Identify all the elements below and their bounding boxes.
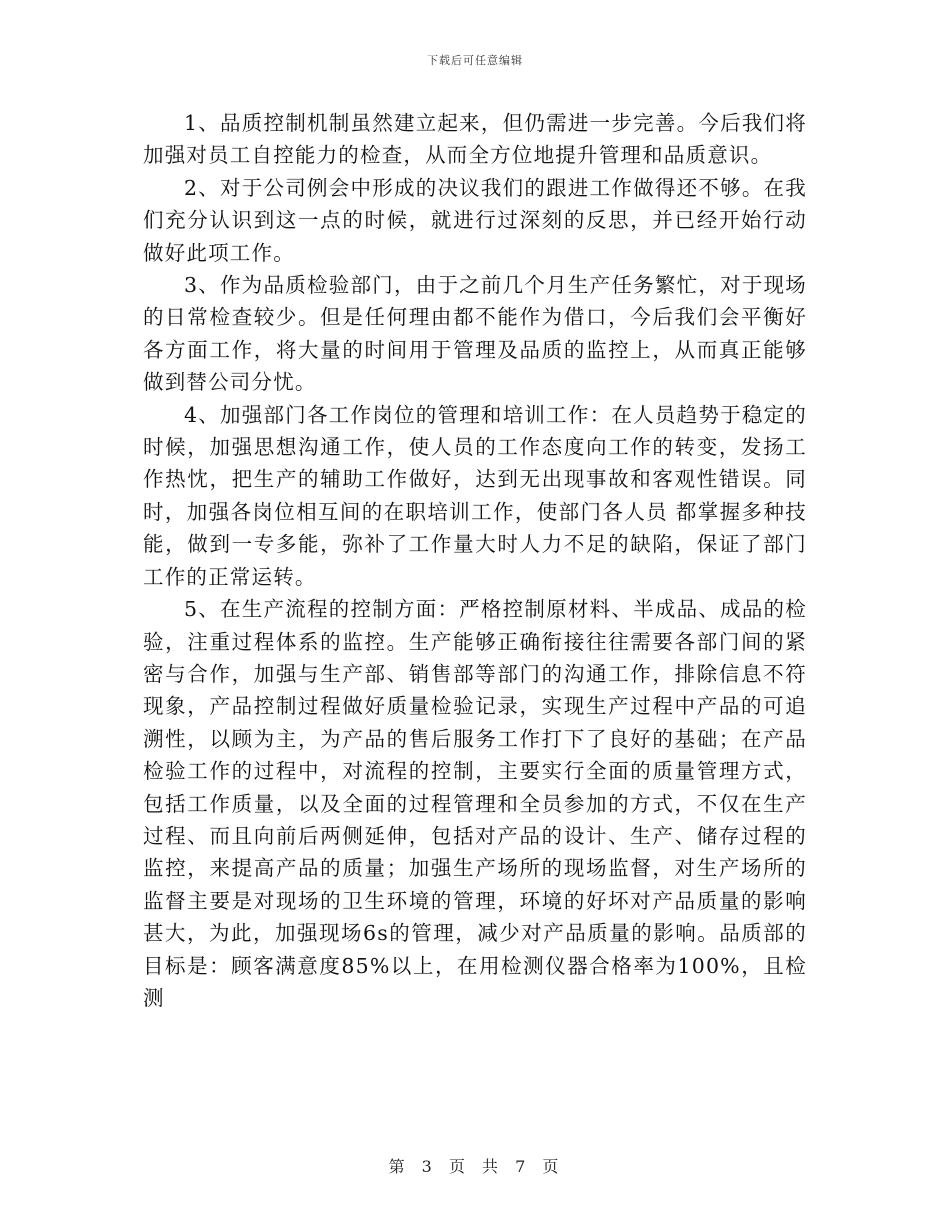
- paragraph-5: 5、在生产流程的控制方面：严格控制原材料、半成品、成品的检验，注重过程体系的监控。生产能够正确衔接往往需要各部门间的紧密与合作，加强与生产部、销售部等部门的沟通工作，排除信息不符现象，产品控制过程做好质量检验记录，实现生产过程中产品的可追溯性，以顾为主，为产品的售后服务工作打下了良好的基础；在产品检验工作的过程中，对流程的控制，主要实行全面的质量管理方式，包括工作质量，以及全面的过程管理和全员参加的方式，不仅在生产过程、而且向前后两侧延伸，包括对产品的设计、生产、储存过程的监控，来提高产品的质量；加强生产场所的现场监督，对生产场所的监督主要是对现场的卫生环境的管理，环境的好坏对产品质量的影响甚大，为此，加强现场6s的管理，减少对产品质量的影响。品质部的目标是：顾客满意度85%以上，在用检测仪器合格率为100%，且检测: [143, 597, 807, 1010]
- document-body: [143, 107, 807, 1014]
- paragraph-2: 2、对于公司例会中形成的决议我们的跟进工作做得还不够。在我们充分认识到这一点的时候，就进行过深刻的反思，并已经开始行动做好此项工作。: [143, 175, 807, 265]
- page-header: 下载后可任意编辑: [427, 54, 523, 67]
- page-number-footer: 第 3 页 共 7 页: [388, 1157, 562, 1176]
- paragraph-3: 3、作为品质检验部门，由于之前几个月生产任务繁忙，对于现场的日常检查较少。但是任何理由都不能作为借口，今后我们会平衡好各方面工作，将大量的时间用于管理及品质的监控上，从而真正能够做到替公司分忧。: [143, 273, 807, 395]
- paragraph-4: 4、加强部门各工作岗位的管理和培训工作：在人员趋势于稳定的时候，加强思想沟通工作，使人员的工作态度向工作的转变，发扬工作热忱，把生产的辅助工作做好，达到无出现事故和客观性错误。同时，加强各岗位相互间的在职培训工作，使部门各人员 都掌握多种技能，做到一专多能，弥补了工作量大时人力不足的缺陷，保证了部门工作的正常运转。: [143, 402, 807, 589]
- paragraph-1: 1、品质控制机制虽然建立起来，但仍需进一步完善。今后我们将加强对员工自控能力的检查，从而全方位地提升管理和品质意识。: [143, 111, 807, 168]
